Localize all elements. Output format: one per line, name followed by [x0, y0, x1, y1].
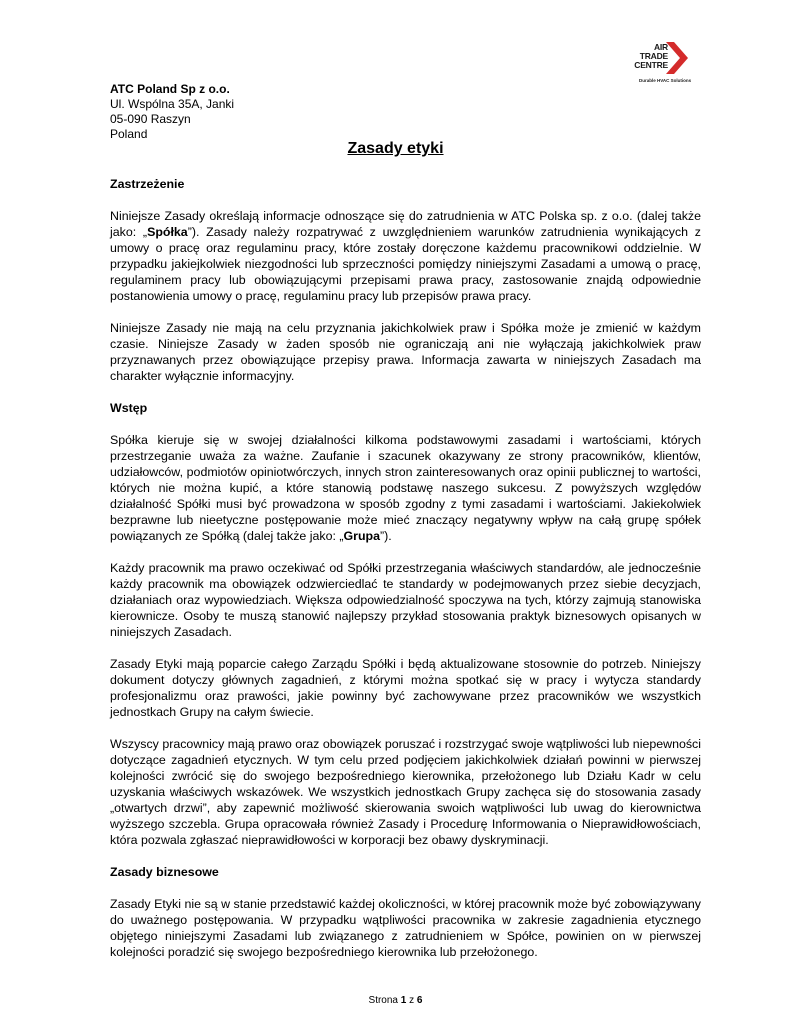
company-address: [110, 82, 234, 142]
paragraph: Każdy pracownik ma prawo oczekiwać od Spółki przestrzegania właściwych standardów, ale jednocześnie każdy pracownik ma obowiązek odzwierciedlać te standardy w podejmowanych przez siebie decyzjach, działaniach oraz wypowiedziach. Większa odpowiedzialność spoczywa na tych, którzy zajmują stanowiska kierownicze. Osoby te muszą stanowić najlepszy przykład stosowania praktyk biznesowych opisanych w niniejszych Zasadach.: [110, 561, 701, 639]
logo-line-2: TRADE: [639, 51, 668, 61]
section-heading-disclaimer: Zastrzeżenie: [110, 177, 185, 191]
paragraph: [110, 208, 701, 304]
logo-tagline: Durable HVAC Solutions: [639, 78, 692, 83]
logo-wordmark: [632, 43, 668, 70]
text-run: Spółka kieruje się w swojej działalności kilkoma podstawowymi zasadami i wartościami, których przestrzeganie uważa za ważne. Zaufanie i szacunek okazywany ze strony pracowników, klientów, udziałowców, podmiotów opiniotwórczych, innych stron zainteresowanych oraz opinii publicznej to wartości, których nie można kupić, a które stanowią podstawę naszego sukcesu. Z powyższych względów działalność Spółki musi być prowadzona w sposób zgodny z tymi zasadami i wartościami. Jakiekolwiek bezprawne lub nieetyczne postępowanie może mieć znaczący negatywny wpływ na całą grupę spółek powiązanych ze Spółką (dalej także jako: „: [110, 433, 701, 543]
logo-chevron-icon: [666, 42, 688, 74]
paragraph: Wszyscy pracownicy mają prawo oraz obowiązek poruszać i rozstrzygać swoje wątpliwości lub niepewności dotyczące zagadnień etycznych. W tym celu przed podjęciem jakichkolwiek działań powinni w pierwszej kolejności zwrócić się do swojego bezpośredniego kierownika, przełożonego lub Działu Kadr w celu uzyskania właściwych wskazówek. We wszystkich jednostkach Grupy zachęca się do stosowania zasady „otwartych drzwi”, aby zapewnić możliwość skierowania swoich wątpliwości lub uwag do kierownictwa wyższego szczebla. Grupa opracowała również Zasady i Procedurę Informowania o Nieprawidłowościach, która pozwala zgłaszać nieprawidłowości w korporacji bez obawy dyskryminacji.: [110, 737, 701, 847]
total-pages: 6: [416, 995, 423, 1006]
address-country: Poland: [110, 127, 148, 141]
paragraph: Zasady Etyki nie są w stanie przedstawić każdej okoliczności, w której pracownik może być zobowiązywany do uważnego postępowania. W przypadku wątpliwości pracownika w zakresie zagadnienia etycznego objętego niniejszymi Zasadami lub związanego z zatrudnieniem w Spółce, powinien on w pierwszej kolejności poradzić się swojego bezpośredniego kierownika lub przełożonego.: [110, 897, 701, 959]
company-name: ATC Poland Sp z o.o.: [110, 82, 230, 96]
document-title: Zasady etyki: [347, 140, 444, 157]
paragraph: Zasady Etyki mają poparcie całego Zarządu Spółki i będą aktualizowane stosownie do potrzeb. Niniejszy dokument dotyczy głównych zagadnień, z którymi można spotkać się w pracy i wytycza standardy profesjonalizmu oraz prawości, jakie powinny być zachowywane przez pracowników we wszystkich jednostkach Grupy na całym świecie.: [110, 657, 701, 719]
logo-line-3: CENTRE: [634, 60, 668, 70]
company-logo: [628, 40, 694, 86]
defined-term: Grupa: [343, 529, 380, 543]
paragraph: Niniejsze Zasady nie mają na celu przyznania jakichkolwiek praw i Spółka może je zmienić w każdym czasie. Niniejsze Zasady w żaden sposób nie ograniczają ani nie wyłączają jakichkolwiek praw przyznawanych przez obowiązujące przepisy prawa. Informacja zawarta w niniejszych Zasadach ma charakter wyłącznie informacyjny.: [110, 321, 701, 383]
paragraph: [110, 432, 701, 544]
section-heading-business: Zasady biznesowe: [110, 865, 219, 879]
footer-label: Strona: [368, 995, 398, 1006]
current-page-number: 1: [400, 995, 407, 1006]
section-heading-intro: Wstęp: [110, 401, 148, 415]
logo-line-1: AIR: [653, 42, 668, 52]
text-run: ”). Zasady należy rozpatrywać z uwzględnieniem warunków zatrudnienia wynikających z umowy o pracę oraz regulaminu pracy, które zostały doręczone każdemu pracownikowi oddzielnie. W przypadku jakiejkolwiek niezgodności lub sprzeczności pomiędzy niniejszymi Zasadami a umową o pracę, regulaminem pracy lub obowiązującymi przepisami prawa pracy, zastosowanie znajdą odpowiednie postanowienia umowy o pracę, regulaminu pracy lub przepisów prawa pracy.: [110, 225, 701, 303]
text-run: Niniejsze Zasady określają informacje odnoszące się do zatrudnienia w ATC Polska sp. z o.o. (dalej także jako: „: [110, 209, 701, 239]
address-city: 05-090 Raszyn: [110, 112, 191, 126]
address-street: Ul. Wspólna 35A, Janki: [110, 97, 235, 111]
document-body: [110, 176, 701, 976]
page-footer: [0, 995, 791, 1006]
text-run: ”).: [379, 529, 392, 543]
footer-separator: z: [409, 995, 415, 1006]
defined-term: Spółka: [147, 225, 188, 239]
